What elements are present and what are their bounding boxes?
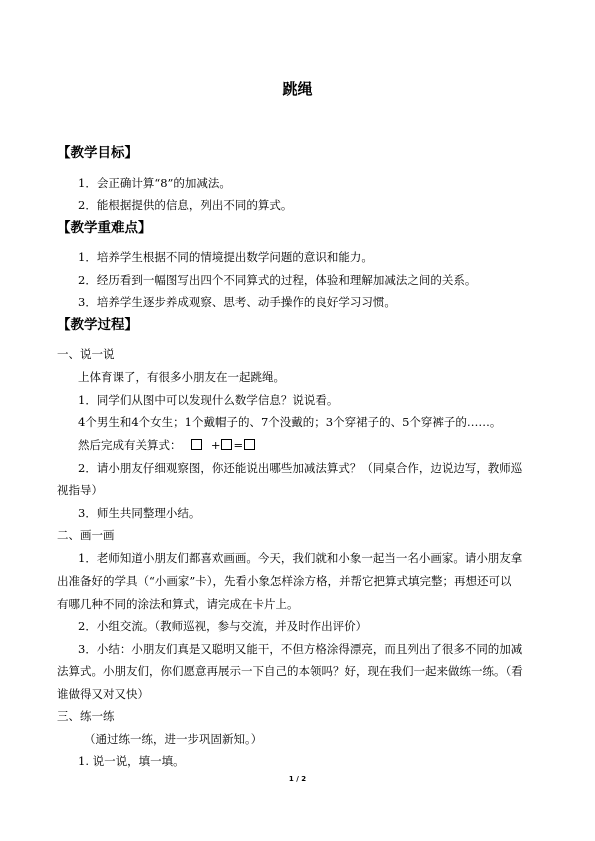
page-title: 跳绳 <box>282 80 313 98</box>
part2-line-6: 法算式。小朋友们，你们愿意再展示一下自己的本领吗？好，现在我们一起来做练一练。（看 <box>57 664 523 678</box>
heading-teaching-process: 【教学过程】 <box>57 317 138 333</box>
key-point-item-1: 1．培养学生根据不同的情境提出数学问题的意识和能力。 <box>78 250 373 264</box>
heading-key-points: 【教学重难点】 <box>57 220 152 236</box>
formula-box-1 <box>191 439 202 450</box>
part1-line-5: 2．请小朋友仔细观察图，你还能说出哪些加减法算式？（同桌合作，边说边写，教师巡 <box>78 461 523 475</box>
formula-box-3 <box>244 439 255 450</box>
part1-formula-line <box>78 437 256 453</box>
part3-line-2: 1. 说一说，填一填。 <box>78 754 185 768</box>
part1-title: 一、说一说 <box>57 347 115 361</box>
part2-line-3: 有哪几种不同的涂法和算式，请完成在卡片上。 <box>57 597 299 611</box>
part2-line-4: 2．小组交流。（教师巡视，参与交流，并及时作出评价） <box>78 619 368 633</box>
part1-line-1: 上体育课了，有很多小朋友在一起跳绳。 <box>78 370 285 384</box>
part1-line-2: 1．同学们从图中可以发现什么数学信息？说说看。 <box>78 393 339 407</box>
key-point-item-3: 3．培养学生逐步养成观察、思考、动手操作的良好学习习惯。 <box>78 295 396 309</box>
goal-item-1: 1．会正确计算“8”的加减法。 <box>78 176 231 190</box>
part2-line-7: 谁做得又对又快） <box>57 687 149 701</box>
part1-line-3: 4个男生和4个女生；1个戴帽子的、7个没戴的；3个穿裙子的、5个穿裤子的……。 <box>78 415 502 429</box>
goal-item-2: 2．能根据提供的信息，列出不同的算式。 <box>78 198 293 212</box>
part1-line-6: 视指导） <box>57 483 103 497</box>
page-number: 1 / 2 <box>288 775 307 783</box>
formula-box-2 <box>221 439 232 450</box>
part2-title: 二、画一画 <box>57 528 115 542</box>
part2-line-1: 1．老师知道小朋友们都喜欢画画。今天，我们就和小象一起当一名小画家。请小朋友拿 <box>78 551 523 565</box>
part2-line-5: 3．小结：小朋友们真是又聪明又能干，不但方格涂得漂亮，而且列出了很多不同的加减 <box>78 642 523 656</box>
heading-teaching-goals: 【教学目标】 <box>57 145 138 161</box>
part2-line-2: 出准备好的学具（“小画家”卡），先看小象怎样涂方格，并帮它把算式填完整；再想还可以 <box>57 574 512 588</box>
formula-equals-sign: = <box>233 438 244 452</box>
part3-line-1: （通过练一练，进一步巩固新知。） <box>84 732 263 746</box>
formula-intro: 然后完成有关算式： <box>78 438 182 452</box>
key-point-item-2: 2．经历看到一幅图写出四个不同算式的过程，体验和理解加减法之间的关系。 <box>78 273 477 287</box>
formula-plus-sign: + <box>210 438 221 452</box>
part1-line-7: 3．师生共同整理小结。 <box>78 506 201 520</box>
part3-title: 三、练一练 <box>57 709 115 723</box>
